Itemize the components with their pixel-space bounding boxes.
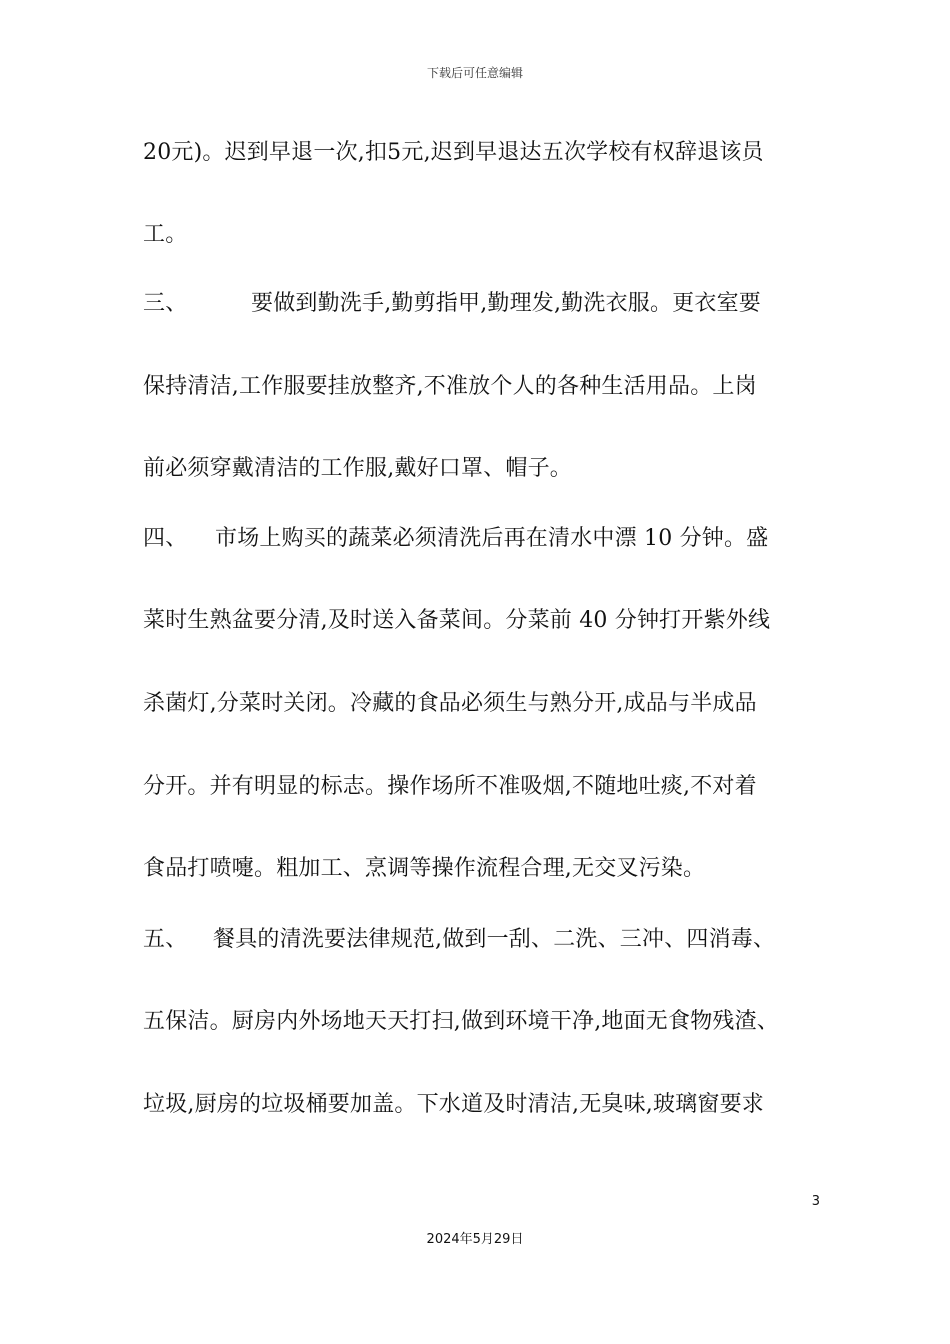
list-item-four (143, 524, 843, 554)
line-text: 20元)。迟到早退一次,扣5元,迟到早退达五次学校有权辞退该员 (143, 140, 764, 165)
body-line-7 (143, 606, 843, 636)
line-text: 餐具的清洗要法律规范,做到一刮、二洗、三冲、四消毒、 (213, 927, 776, 952)
body-line-2 (143, 220, 843, 250)
item-number: 三、 (143, 291, 188, 316)
list-item-three (143, 289, 843, 319)
body-line-4 (143, 372, 843, 402)
body-line-13 (143, 1090, 843, 1120)
page-header: 下载后可任意编辑 (426, 66, 523, 80)
list-item-five (143, 925, 843, 955)
page-number: 3 (811, 1194, 820, 1209)
line-text: 保持清洁,工作服要挂放整齐,不准放个人的各种生活用品。上岗 (143, 374, 757, 399)
item-number: 四、 (143, 526, 188, 551)
body-line-1 (143, 138, 843, 168)
body-line-5 (143, 454, 843, 484)
line-text: 要做到勤洗手,勤剪指甲,勤理发,勤洗衣服。更衣室要 (251, 291, 761, 316)
body-line-10 (143, 854, 843, 884)
body-line-12 (143, 1007, 843, 1037)
line-text: 前必须穿戴清洁的工作服,戴好口罩、帽子。 (143, 456, 572, 481)
line-text: 分开。并有明显的标志。操作场所不准吸烟,不随地吐痰,不对着 (143, 774, 757, 799)
line-text: 工。 (143, 222, 188, 247)
page-footer-date: 2024年5月29日 (426, 1232, 524, 1247)
line-text: 市场上购买的蔬菜必须清洗后再在清水中漂 10 分钟。盛 (215, 526, 769, 551)
body-line-9 (143, 772, 843, 802)
item-number: 五、 (143, 927, 188, 952)
line-text: 食品打喷嚏。粗加工、烹调等操作流程合理,无交叉污染。 (143, 856, 706, 881)
line-text: 垃圾,厨房的垃圾桶要加盖。下水道及时清洁,无臭味,玻璃窗要求 (143, 1092, 764, 1117)
line-text: 菜时生熟盆要分清,及时送入备菜间。分菜前 40 分钟打开紫外线 (143, 608, 771, 633)
body-line-8 (143, 689, 843, 719)
line-text: 五保洁。厨房内外场地天天打扫,做到环境干净,地面无食物残渣、 (143, 1009, 779, 1034)
line-text: 杀菌灯,分菜时关闭。冷藏的食品必须生与熟分开,成品与半成品 (143, 691, 757, 716)
